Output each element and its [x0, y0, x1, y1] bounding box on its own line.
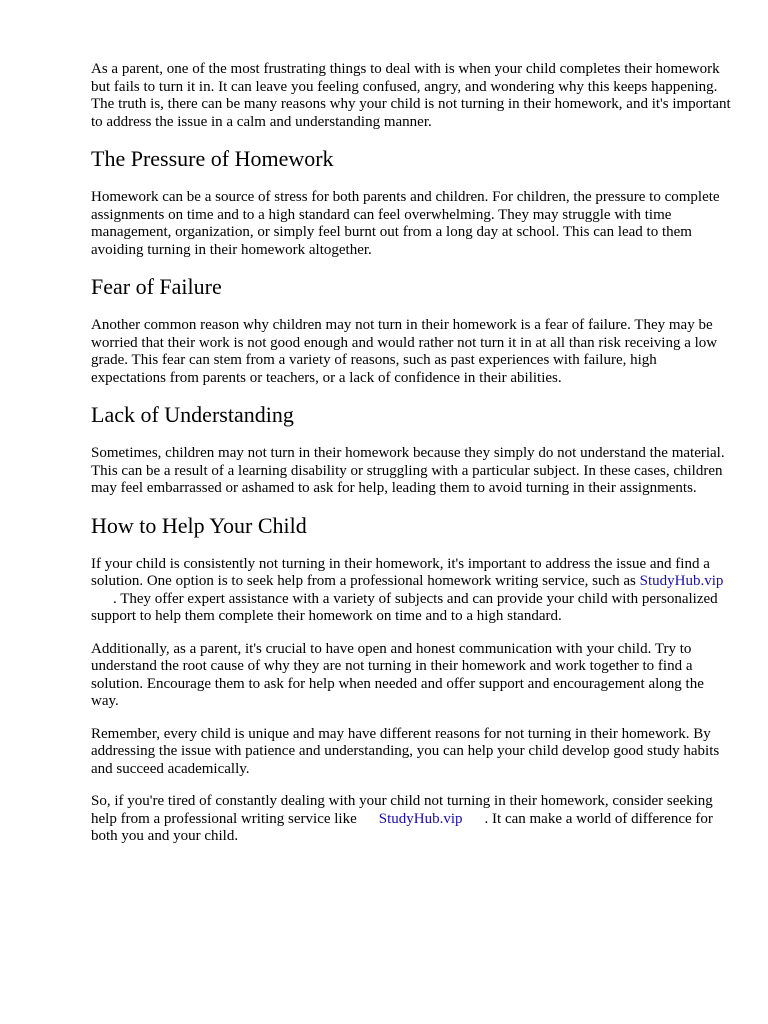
heading-lack-of-understanding: Lack of Understanding: [91, 402, 294, 427]
paragraph-text: If your child is consistently not turning in their homework, it's important to address the issue and find a solution. One option is to seek help from a professional homework writing service, such as: [91, 555, 710, 589]
paragraph-how-to-help-2: Additionally, as a parent, it's crucial to have open and honest communication with your child. Try to understand the root cause of why they are not turning in their homework and work together to find a solution. Encourage them to ask for help when needed and offer support and encouragement along the way.: [91, 640, 704, 709]
paragraph-how-to-help-4: [91, 793, 731, 846]
heading-pressure-of-homework: The Pressure of Homework: [91, 146, 334, 171]
studyhub-link[interactable]: StudyHub.vip: [378, 810, 463, 827]
document-body: [91, 61, 731, 861]
paragraph-text: . They offer expert assistance with a variety of subjects and can provide your child with personalized support to help them complete their homework on time and to a high standard.: [91, 590, 718, 624]
paragraph-how-to-help-3: Remember, every child is unique and may have different reasons for not turning in their homework. By addressing the issue with patience and understanding, you can help your child develop good study habits and succeed academically.: [91, 725, 720, 777]
intro-paragraph: As a parent, one of the most frustrating things to deal with is when your child completes their homework but fails to turn it in. It can leave you feeling confused, angry, and wondering why this keeps happening. The truth is, there can be many reasons why your child is not turning in their homework, and it's important to address the issue in a calm and understanding manner.: [91, 61, 731, 130]
paragraph-text: So, if you're tired of constantly dealing with your child not turning in their homework, consider seeking help from a professional writing service like: [91, 793, 713, 827]
paragraph-text: . It can make a world of difference for both you and your child.: [91, 810, 713, 844]
paragraph-lack-of-understanding: Sometimes, children may not turn in their homework because they simply do not understand the material. This can be a result of a learning disability or struggling with a particular subject. In these cases, children may feel embarrassed or ashamed to ask for help, leading them to avoid turning in their assignments.: [91, 445, 725, 496]
studyhub-link[interactable]: StudyHub.vip: [639, 573, 724, 589]
paragraph-pressure-of-homework: Homework can be a source of stress for both parents and children. For children, the pressure to complete assignments on time and to a high standard can feel overwhelming. They may struggle with time management, organization, or simply feel burnt out from a long day at school. This can lead to them avoiding turning in their homework altogether.: [91, 189, 720, 258]
heading-fear-of-failure: Fear of Failure: [91, 274, 222, 299]
paragraph-how-to-help-1: [91, 556, 731, 626]
paragraph-fear-of-failure: Another common reason why children may not turn in their homework is a fear of failure. They may be worried that their work is not good enough and would rather not turn it in at all than risk receiving a low grade. This fear can stem from a variety of reasons, such as past experiences with failure, high expectations from parents or teachers, or a lack of confidence in their abilities.: [91, 317, 718, 386]
heading-how-to-help: How to Help Your Child: [91, 512, 307, 538]
